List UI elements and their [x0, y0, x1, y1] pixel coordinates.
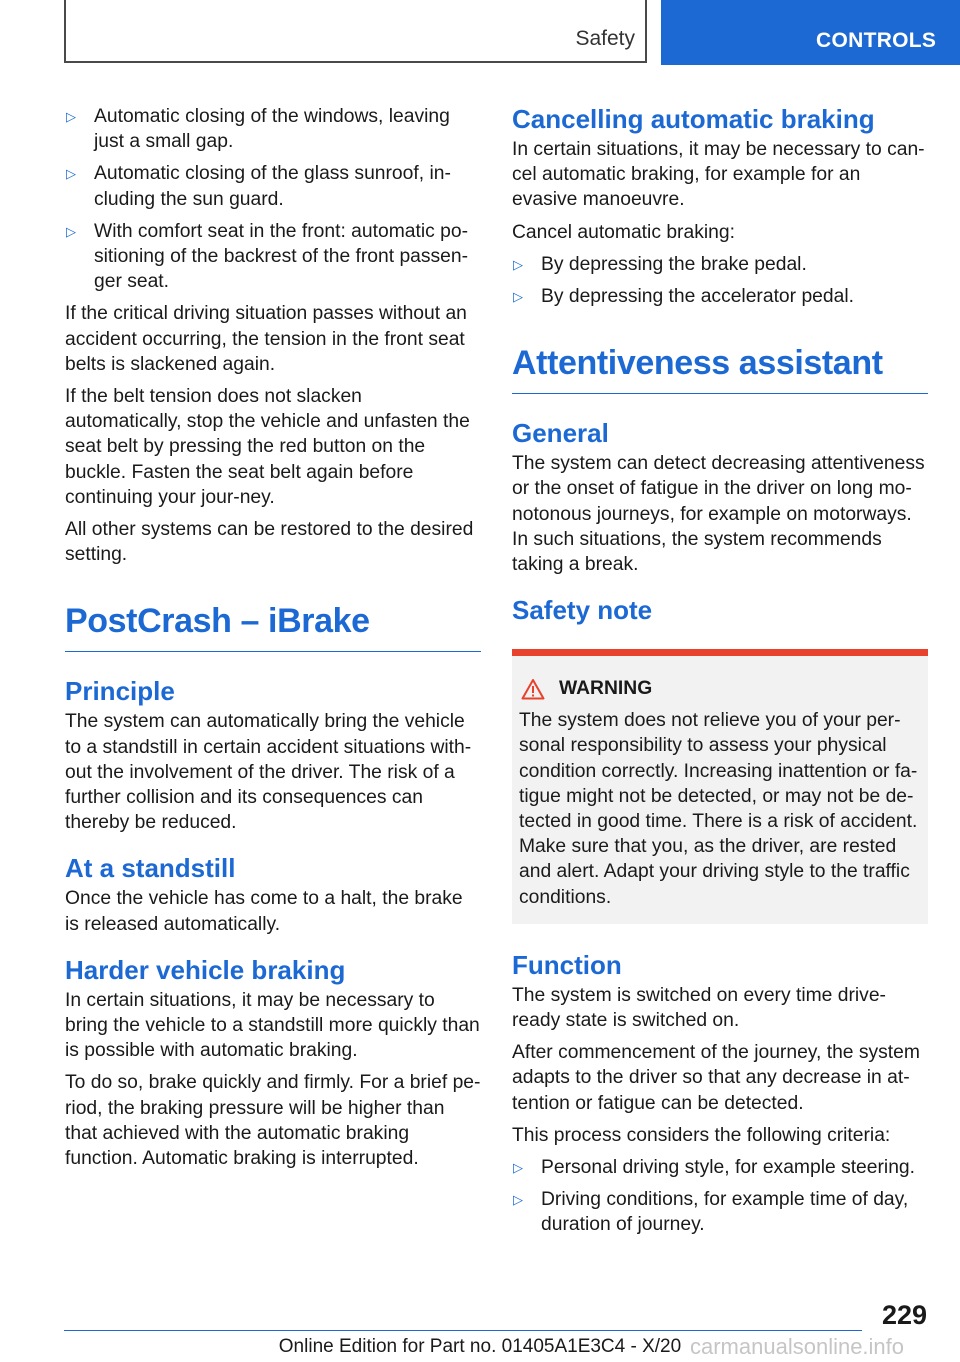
- watermark: carmanualsonline.info: [690, 1334, 905, 1359]
- paragraph: Once the vehicle has come to a halt, the brake is released automatically.: [65, 888, 463, 935]
- warning-label: WARNING: [559, 678, 653, 700]
- section-heading: General: [512, 418, 609, 449]
- warning-text: The system does not relieve you of your per‐sonal responsibility to assess your physical condition correctly. Increasing inattention or fa‐tigue might not be detected, or may not be de‐tected in good time. There is a risk of accident. Make sure that you, as the driver, are rested and alert. Adapt your driving style to the traffic conditions.: [519, 710, 918, 908]
- section-heading: At a standstill: [65, 853, 236, 884]
- list-item: ▷ Personal driving style, for example steering.: [512, 1155, 928, 1180]
- paragraph: In certain situations, it may be necessary to can‐cel automatic braking, for example for an evasive manoeuvre.: [512, 139, 925, 211]
- list-item: ▷ Driving conditions, for example time of day, duration of journey.: [513, 1189, 909, 1236]
- section-label: Safety: [575, 27, 635, 50]
- page-number: 229: [881, 1300, 927, 1330]
- list-item: ▷ Automatic closing of the glass sunroof, in‐cluding the sun guard.: [66, 163, 451, 210]
- paragraph: This process considers the following criteria:: [512, 1124, 891, 1146]
- right-column: [512, 104, 928, 1245]
- list-item: ▷ By depressing the accelerator pedal.: [512, 284, 928, 309]
- crash-actions-list: [65, 104, 481, 294]
- triangle-right-icon: ▷: [513, 1160, 523, 1176]
- paragraph: To do so, brake quickly and firmly. For a brief pe‐riod, the braking pressure will be higher than that achieved with the automatic braking function. Automatic braking is interrupted.: [65, 1072, 481, 1170]
- triangle-right-icon: ▷: [66, 166, 76, 182]
- paragraph: All other systems can be restored to the desired setting.: [65, 519, 474, 566]
- chapter-heading: Attentiveness assistant: [512, 343, 928, 394]
- paragraph: The system can detect decreasing attentiveness or the onset of fatigue in the driver on long mo‐notonous journeys, for example on motorways. In such situations, the system recommends taking a break.: [512, 453, 925, 576]
- section-heading: Safety note: [512, 595, 653, 626]
- section-heading: Cancelling automatic braking: [512, 104, 875, 134]
- paragraph: In certain situations, it may be necessary to bring the vehicle to a standstill more quickly than is possible with automatic braking.: [65, 989, 480, 1062]
- triangle-right-icon: ▷: [513, 1192, 523, 1208]
- list-item: ▷ By depressing the brake pedal.: [512, 252, 928, 277]
- header-frame: [64, 0, 647, 63]
- warning-header: [521, 678, 920, 700]
- paragraph: The system is switched on every time drive-ready state is switched on.: [512, 984, 886, 1032]
- list-item: ▷ Automatic closing of the windows, leaving just a small gap.: [66, 106, 450, 153]
- warning-triangle-icon: [521, 678, 545, 700]
- paragraph: Cancel automatic braking:: [512, 221, 735, 243]
- triangle-right-icon: ▷: [513, 289, 523, 305]
- edition-label: Online Edition for Part no. 01405A1E3C4 - X/20: [278, 1336, 682, 1357]
- footer-divider: [64, 1330, 862, 1331]
- paragraph: If the belt tension does not slacken automatically, stop the vehicle and unfasten the seat belt by pressing the red button on the buckle. Fasten the seat belt again before continuing your jour‐ney.: [65, 386, 470, 508]
- chapter-tab: CONTROLS: [661, 0, 960, 65]
- paragraph: If the critical driving situation passes without an accident occurring, the tension in the front seat belts is slackened again.: [65, 303, 467, 375]
- triangle-right-icon: ▷: [513, 256, 523, 272]
- left-column: [65, 104, 481, 1178]
- triangle-right-icon: ▷: [66, 109, 76, 124]
- paragraph: The system can automatically bring the vehicle to a standstill in certain accident situations with‐out the involvement of the driver. The risk of a further collision and its consequences can thereby be reduced.: [65, 711, 472, 834]
- warning-box: [512, 649, 928, 924]
- section-heading: Principle: [65, 676, 175, 707]
- cancel-methods-list: [512, 252, 928, 309]
- chapter-heading: PostCrash – iBrake: [65, 601, 481, 652]
- triangle-right-icon: ▷: [66, 223, 76, 239]
- section-heading: Harder vehicle braking: [65, 954, 346, 985]
- paragraph: After commencement of the journey, the system adapts to the driver so that any decrease in at‐tention or fatigue can be detected.: [512, 1042, 920, 1114]
- section-heading: Function: [512, 949, 622, 980]
- list-item: ▷ With comfort seat in the front: automatic po‐sitioning of the backrest of the front passen‐ger seat.: [66, 220, 469, 293]
- criteria-list: [512, 1155, 928, 1238]
